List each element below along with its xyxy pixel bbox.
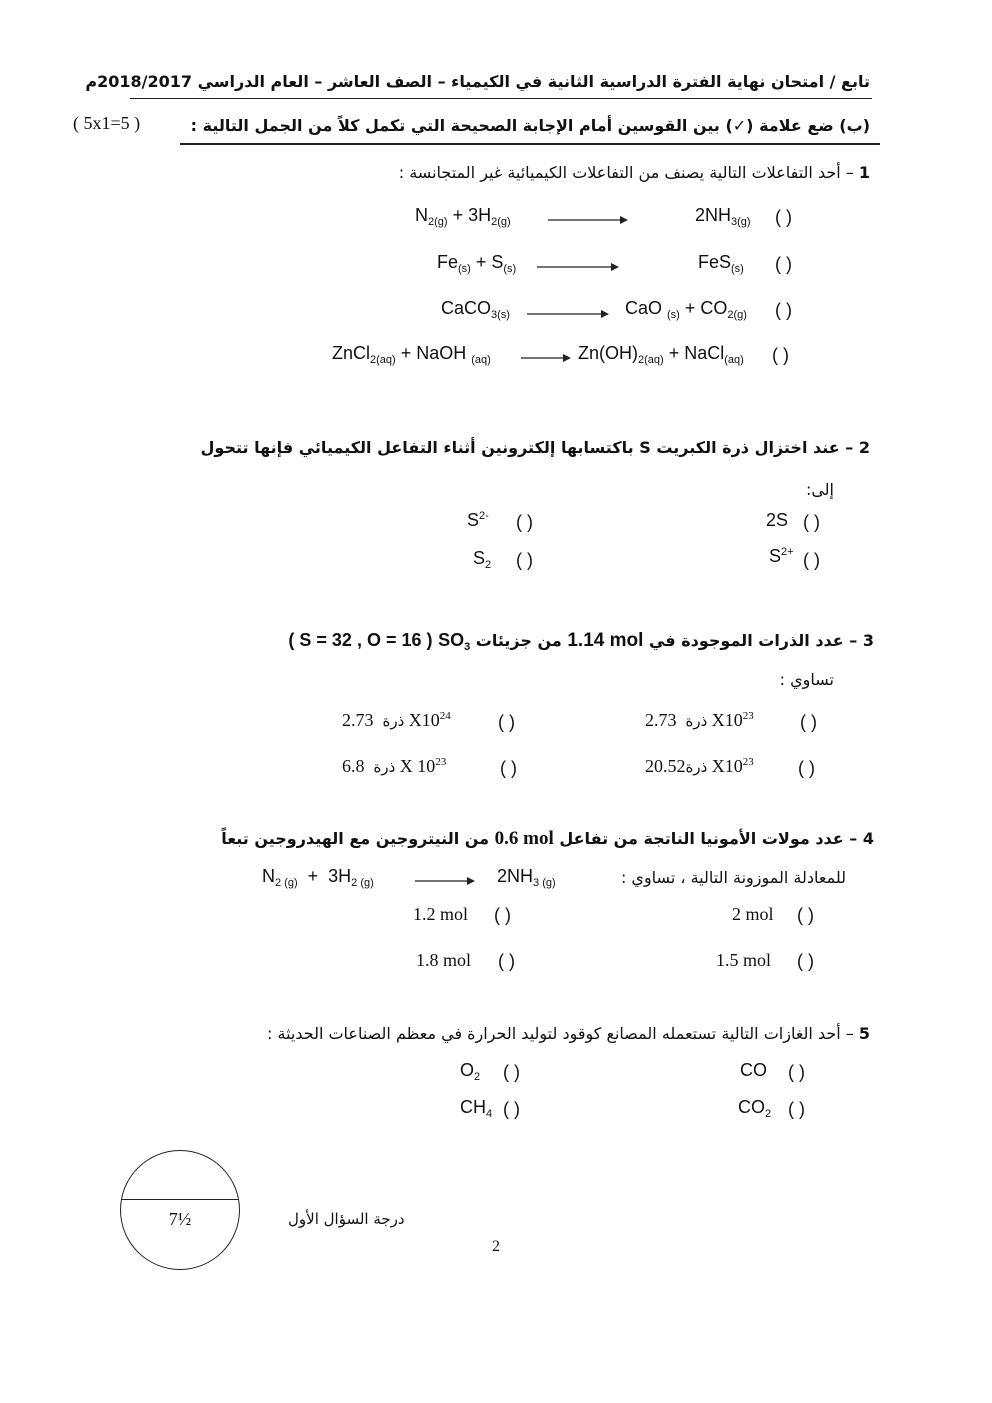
- q1-option-a-products: $2NH_{3(g)}$: [695, 205, 751, 228]
- q1-option-b-products: FeS$_{(s)}$: [698, 252, 744, 275]
- q4-option-d: 1.5 mol: [716, 950, 772, 970]
- q4-option-b: 2 mol: [732, 904, 774, 924]
- marks-allocation: ( 5x1=5 ): [73, 113, 141, 133]
- q1-option-c-products: CaO $_{(s)} + CO_{2(g)}$: [625, 298, 747, 321]
- score-value: 7½: [168, 1209, 192, 1229]
- question-4-continuation: للمعادلة الموزونة التالية ، تساوي :: [620, 868, 846, 887]
- q5-option-b-bracket[interactable]: ( ): [788, 1062, 805, 1082]
- question-4-number: 4: [862, 829, 874, 848]
- q3-option-a-unit: ذرة: [382, 712, 405, 730]
- q1-option-d-reactants: ZnCl$_{2(aq)}$ + NaOH $_{(aq)}$: [332, 343, 491, 366]
- q3-option-a-bracket[interactable]: ( ): [498, 712, 515, 732]
- arrow-icon: [537, 262, 619, 272]
- q2-option-c-bracket[interactable]: ( ): [516, 550, 533, 570]
- question-1-number: 1: [858, 163, 870, 182]
- question-4: [221, 828, 874, 850]
- q3-option-b: ذرة 2.73 $X10^{23}$: [645, 710, 754, 730]
- arrow-icon: [415, 876, 475, 886]
- question-5-text: – أحد الغازات التالية تستعمله المصانع كوقود لتوليد الحرارة في معظم الصناعات الحديثة :: [267, 1024, 854, 1043]
- score-label: درجة السؤال الأول: [288, 1210, 405, 1228]
- q1-option-b-bracket[interactable]: ( ): [775, 254, 792, 274]
- page-number: 2: [492, 1238, 500, 1255]
- q1-option-a-reactants: $N_{2(g)} + 3H_{2(g)}$: [415, 205, 511, 228]
- q5-option-a-bracket[interactable]: ( ): [503, 1062, 520, 1082]
- question-3: [238, 630, 874, 653]
- q4-equation-reactants: $N_{2 (g)} + 3H_{2 (g)}$: [262, 866, 374, 889]
- question-4-text-b: من النيتروجين مع الهيدروجين تبعاً: [221, 829, 490, 848]
- question-5-number: 5: [858, 1024, 870, 1043]
- q4-option-b-bracket[interactable]: ( ): [797, 905, 814, 925]
- q4-option-a: 1.2 mol: [413, 904, 469, 924]
- question-5: [267, 1024, 870, 1043]
- q3-option-d: ذرة20.52 $X10^{23}$: [645, 756, 754, 776]
- q2-option-a: $S^{2-}$: [467, 510, 489, 530]
- question-2-text: – عند اختزال ذرة الكبريت S باكتسابها إلكترونين أثناء التفاعل الكيميائي فإنها تتحول: [200, 438, 854, 457]
- question-3-number: 3: [862, 631, 874, 650]
- question-3-formula: $SO_3$: [438, 630, 471, 653]
- q5-option-d: $CO_2$: [738, 1097, 772, 1120]
- q3-option-d-bracket[interactable]: ( ): [798, 758, 815, 778]
- q1-option-d-products: $Zn(OH)_{2(aq)}$ + NaCl$_{(aq)}$: [578, 343, 744, 366]
- q2-option-d: $S^{2+}$: [769, 546, 794, 566]
- q5-option-b: CO: [740, 1060, 767, 1080]
- q3-option-c-unit: ذرة: [373, 758, 396, 776]
- score-circle-divider: [121, 1199, 239, 1200]
- question-4-text: – عدد مولات الأمونيا الناتجة من تفاعل: [559, 829, 858, 848]
- instructions: [191, 116, 870, 135]
- q5-option-a: $O_2$: [460, 1060, 481, 1083]
- q2-option-b: 2S: [766, 510, 789, 530]
- header-underline: [130, 98, 872, 99]
- q5-option-c: $CH_4$: [460, 1097, 493, 1120]
- q4-option-d-bracket[interactable]: ( ): [797, 951, 814, 971]
- question-2: [201, 438, 870, 457]
- q4-option-c: 1.8 mol: [416, 950, 472, 970]
- q2-option-c: $S_2$: [473, 548, 492, 571]
- q1-option-a-bracket[interactable]: ( ): [775, 207, 792, 227]
- instructions-underline: [180, 143, 880, 145]
- arrow-icon: [521, 353, 571, 363]
- q2-option-a-bracket[interactable]: ( ): [516, 512, 533, 532]
- question-3-text-b: من جزيئات: [475, 631, 562, 650]
- arrow-icon: [548, 215, 628, 225]
- question-3-text: – عدد الذرات الموجودة في: [648, 631, 858, 650]
- q4-option-a-bracket[interactable]: ( ): [494, 905, 511, 925]
- q3-option-d-unit: ذرة: [685, 758, 708, 776]
- q1-option-c-reactants: CaCO$_{3(s)}$: [441, 298, 510, 321]
- arrow-icon: [527, 309, 609, 319]
- question-3-amount: 1.14 mol: [567, 630, 644, 651]
- q2-option-d-bracket[interactable]: ( ): [803, 550, 820, 570]
- question-4-amount: 0.6 mol: [494, 828, 554, 849]
- question-3-continuation: تساوي :: [779, 670, 834, 689]
- question-2-number: 2: [858, 438, 870, 457]
- q3-option-c-bracket[interactable]: ( ): [500, 758, 517, 778]
- q3-option-b-unit: ذرة: [685, 712, 708, 730]
- q3-option-a: ذرة 2.73 $X10^{24}$: [342, 710, 451, 730]
- instructions-prefix: (ب): [839, 116, 870, 135]
- question-2-continuation: إلى:: [805, 480, 834, 499]
- question-3-givens: ( S = 32 , O = 16 ): [288, 630, 433, 650]
- q1-option-d-bracket[interactable]: ( ): [772, 345, 789, 365]
- question-1: [399, 163, 870, 182]
- question-1-text: – أحد التفاعلات التالية يصنف من التفاعلات الكيميائية غير المتجانسة :: [398, 163, 854, 182]
- instructions-text: ضع علامة (✓) بين القوسين أمام الإجابة الصحيحة التي تكمل كلاً من الجمل التالية :: [190, 116, 834, 135]
- q4-option-c-bracket[interactable]: ( ): [498, 951, 515, 971]
- q5-option-d-bracket[interactable]: ( ): [788, 1099, 805, 1119]
- q4-equation-products: $2NH_{3 (g)}$: [497, 866, 556, 889]
- q2-option-b-bracket[interactable]: ( ): [803, 512, 820, 532]
- q1-option-c-bracket[interactable]: ( ): [775, 300, 792, 320]
- q5-option-c-bracket[interactable]: ( ): [503, 1099, 520, 1119]
- exam-header: تابع / امتحان نهاية الفترة الدراسية الثانية في الكيمياء – الصف العاشر – العام الدراسي 2018/2017م: [85, 72, 870, 91]
- q1-option-b-reactants: $Fe_{(s)} + S_{(s)}$: [437, 252, 517, 275]
- q3-option-c: ذرة 6.8 X $10^{23}$: [342, 756, 447, 776]
- score-circle: [120, 1150, 240, 1270]
- q3-option-b-bracket[interactable]: ( ): [800, 712, 817, 732]
